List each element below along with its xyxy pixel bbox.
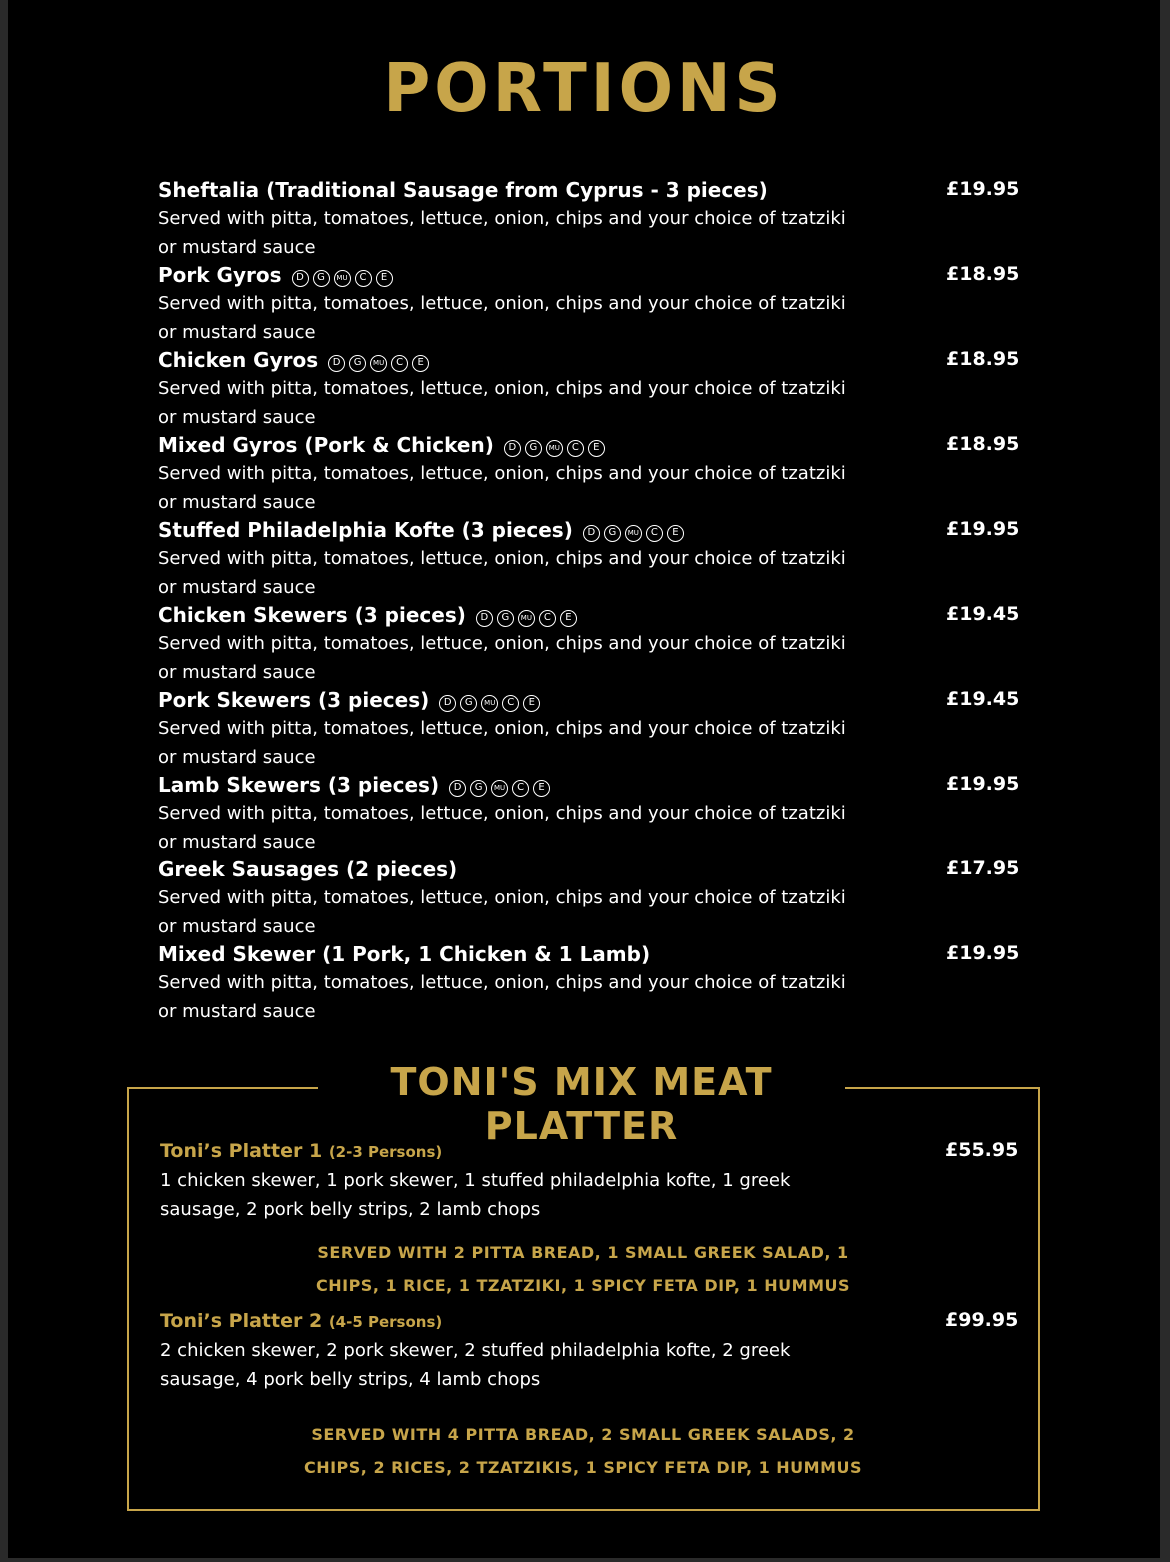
item-description: Served with pitta, tomatoes, lettuce, onion, chips and your choice of tzatziki or mustard sauce xyxy=(158,208,846,258)
item-price: £19.95 xyxy=(946,773,1020,795)
item-price: £19.95 xyxy=(946,178,1020,200)
allergen-celery-icon: C xyxy=(567,440,584,457)
item-name: Chicken Skewers (3 pieces) xyxy=(158,603,466,627)
menu-item xyxy=(158,601,1038,687)
allergen-mustard-icon: MU xyxy=(481,695,498,712)
allergen-mustard-icon: MU xyxy=(546,440,563,457)
allergen-gluten-icon: G xyxy=(604,525,621,542)
menu-item xyxy=(158,176,1038,262)
allergen-gluten-icon: G xyxy=(313,270,330,287)
platter-description: 1 chicken skewer, 1 pork skewer, 1 stuffed philadelphia kofte, 1 greek sausage, 2 pork belly strips, 2 lamb chops xyxy=(160,1170,791,1220)
menu-item xyxy=(158,686,1038,772)
item-description: Served with pitta, tomatoes, lettuce, onion, chips and your choice of tzatziki or mustard sauce xyxy=(158,633,846,683)
platter-item xyxy=(160,1307,1020,1394)
allergen-icons xyxy=(439,695,540,712)
allergen-egg-icon: E xyxy=(376,270,393,287)
platter-price: £99.95 xyxy=(945,1309,1019,1331)
allergen-celery-icon: C xyxy=(512,780,529,797)
item-name: Chicken Gyros xyxy=(158,348,319,372)
item-description: Served with pitta, tomatoes, lettuce, onion, chips and your choice of tzatziki or mustard sauce xyxy=(158,718,846,768)
allergen-dairy-icon: D xyxy=(328,355,345,372)
menu-item xyxy=(158,516,1038,602)
item-name: Greek Sausages (2 pieces) xyxy=(158,857,458,881)
allergen-dairy-icon: D xyxy=(292,270,309,287)
allergen-gluten-icon: G xyxy=(460,695,477,712)
allergen-egg-icon: E xyxy=(523,695,540,712)
item-name: Stuffed Philadelphia Kofte (3 pieces) xyxy=(158,518,573,542)
platter-section-heading: TONI'S MIX MEAT PLATTER xyxy=(318,1060,845,1148)
allergen-dairy-icon: D xyxy=(439,695,456,712)
item-description: Served with pitta, tomatoes, lettuce, onion, chips and your choice of tzatziki or mustard sauce xyxy=(158,887,846,937)
allergen-mustard-icon: MU xyxy=(370,355,387,372)
item-price: £19.95 xyxy=(946,518,1020,540)
allergen-egg-icon: E xyxy=(533,780,550,797)
allergen-celery-icon: C xyxy=(355,270,372,287)
allergen-mustard-icon: MU xyxy=(518,610,535,627)
item-description: Served with pitta, tomatoes, lettuce, onion, chips and your choice of tzatziki or mustard sauce xyxy=(158,803,846,853)
menu-item xyxy=(158,261,1038,347)
allergen-mustard-icon: MU xyxy=(625,525,642,542)
page-title: PORTIONS xyxy=(383,50,785,128)
item-description: Served with pitta, tomatoes, lettuce, onion, chips and your choice of tzatziki or mustard sauce xyxy=(158,293,846,343)
platter-persons: (2-3 Persons) xyxy=(328,1143,443,1161)
item-name: Mixed Gyros (Pork & Chicken) xyxy=(158,433,494,457)
item-name: Lamb Skewers (3 pieces) xyxy=(158,773,440,797)
menu-item xyxy=(158,771,1038,857)
menu-item xyxy=(158,940,1038,1026)
item-price: £17.95 xyxy=(946,857,1020,879)
allergen-dairy-icon: D xyxy=(449,780,466,797)
item-price: £18.95 xyxy=(946,433,1020,455)
allergen-egg-icon: E xyxy=(560,610,577,627)
item-name: Mixed Skewer (1 Pork, 1 Chicken & 1 Lamb) xyxy=(158,942,651,966)
allergen-mustard-icon: MU xyxy=(491,780,508,797)
platter-price: £55.95 xyxy=(945,1139,1019,1161)
platter-description: 2 chicken skewer, 2 pork skewer, 2 stuffed philadelphia kofte, 2 greek sausage, 4 pork belly strips, 4 lamb chops xyxy=(160,1340,791,1390)
item-description: Served with pitta, tomatoes, lettuce, onion, chips and your choice of tzatziki or mustard sauce xyxy=(158,463,846,513)
item-price: £18.95 xyxy=(946,348,1020,370)
item-description: Served with pitta, tomatoes, lettuce, onion, chips and your choice of tzatziki or mustard sauce xyxy=(158,548,846,598)
allergen-celery-icon: C xyxy=(391,355,408,372)
allergen-dairy-icon: D xyxy=(583,525,600,542)
allergen-egg-icon: E xyxy=(667,525,684,542)
allergen-celery-icon: C xyxy=(502,695,519,712)
allergen-gluten-icon: G xyxy=(525,440,542,457)
allergen-icons xyxy=(292,270,393,287)
allergen-mustard-icon: MU xyxy=(334,270,351,287)
allergen-dairy-icon: D xyxy=(476,610,493,627)
platter-persons: (4-5 Persons) xyxy=(328,1313,443,1331)
item-price: £18.95 xyxy=(946,263,1020,285)
menu-item xyxy=(158,431,1038,517)
allergen-gluten-icon: G xyxy=(349,355,366,372)
item-price: £19.95 xyxy=(946,942,1020,964)
item-description: Served with pitta, tomatoes, lettuce, onion, chips and your choice of tzatziki or mustard sauce xyxy=(158,972,846,1022)
allergen-icons xyxy=(328,355,429,372)
allergen-celery-icon: C xyxy=(646,525,663,542)
item-name: Pork Skewers (3 pieces) xyxy=(158,688,430,712)
platter-served-with: SERVED WITH 2 PITTA BREAD, 1 SMALL GREEK SALAD, 1 CHIPS, 1 RICE, 1 TZATZIKI, 1 SPICY FETA DIP, 1 HUMMUS xyxy=(315,1243,850,1295)
platter-served-with: SERVED WITH 4 PITTA BREAD, 2 SMALL GREEK SALADS, 2 CHIPS, 2 RICES, 2 TZATZIKIS, 1 SPICY FETA DIP, 1 HUMMUS xyxy=(303,1425,863,1477)
allergen-icons xyxy=(504,440,605,457)
allergen-icons xyxy=(583,525,684,542)
item-name: Pork Gyros xyxy=(158,263,282,287)
platter-name: Toni’s Platter 2 xyxy=(160,1310,323,1332)
allergen-gluten-icon: G xyxy=(497,610,514,627)
allergen-celery-icon: C xyxy=(539,610,556,627)
item-price: £19.45 xyxy=(946,688,1020,710)
allergen-gluten-icon: G xyxy=(470,780,487,797)
allergen-icons xyxy=(476,610,577,627)
allergen-egg-icon: E xyxy=(412,355,429,372)
allergen-icons xyxy=(449,780,550,797)
menu-page xyxy=(8,0,1160,1558)
platter-name: Toni’s Platter 1 xyxy=(160,1140,323,1162)
allergen-dairy-icon: D xyxy=(504,440,521,457)
item-description: Served with pitta, tomatoes, lettuce, onion, chips and your choice of tzatziki or mustard sauce xyxy=(158,378,846,428)
platter-item xyxy=(160,1137,1020,1224)
item-price: £19.45 xyxy=(946,603,1020,625)
item-name: Sheftalia (Traditional Sausage from Cyprus - 3 pieces) xyxy=(158,178,768,202)
allergen-egg-icon: E xyxy=(588,440,605,457)
menu-item xyxy=(158,346,1038,432)
menu-item xyxy=(158,855,1038,941)
